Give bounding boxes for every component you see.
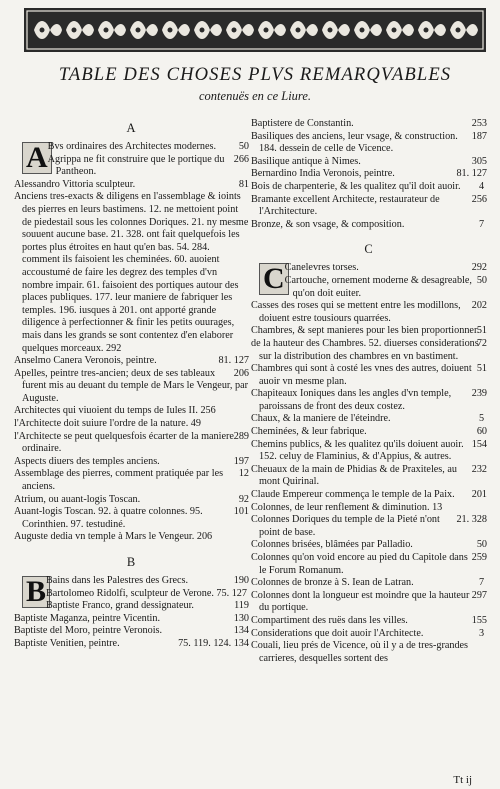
index-entry: 4 Bois de charpenterie, & les qualitez qu'il doit auoir. [251,180,485,192]
drop-cap: A [22,142,52,174]
index-entry: 12 Assemblage des pierres, comment pratiquée par les anciens. [14,468,249,493]
index-entry: 197 Aspects diuers des temples anciens. [14,455,249,467]
index-entry: 81. 127 Anselmo Canera Veronois, peintre. [14,355,249,367]
index-entry: 206 Apelles, peintre tres-ancien; deux de ses tableaux furent mis au deuant du temple de Mars le Vengeur, par Auguste. [14,367,249,404]
index-entry: 130 Baptiste Maganza, peintre Vicentin. [14,612,249,624]
index-entry: 187 Basiliques des anciens, leur vsage, & construction. 184. dessein de celle de Vicence. [251,130,487,155]
index-entry: 51 Chambres qui sont à costé les vnes des autres, doiuent auoir vn mesme plan. [251,363,487,387]
index-column-right [251,118,487,665]
index-entry: 21. 328 Colonnes Doriques du temple de la Pieté n'ont point de base. [251,514,487,538]
index-entry: 266 Agrippa ne fit construire que le portique du Pantheon. [47,153,249,178]
index-entry: Anciens tres-exacts & diligens en l'assemblage & ioints des pierres en leurs bastimens. 12. ne mettoient point de piedestail sous les colonnes Doriques. 21. ny mesme souuent aucune base. 21. 328. ont fait quelquefois les portes plus étroites en haut qu'en bas. 54. 284. comment ils faisoient les cheminées. 60. auoient accoustumé de faire les degrez des temples d'vn nombre impair. 61. faisoient des portiques autour des places publiques. 177. leur maniere de fabriquer les temples. 196. iusques à 201. ont apporté grande diligence à perfectionner & finir les petits ouurages, mais dans les grands se sont contentez d'en elaborer quelques morceaux. 292 [14,191,249,354]
index-entry: 75. 119. 124. 134 Baptiste Venitien, peintre. [14,637,249,649]
index-entry: 305 Basilique antique à Nimes. [251,155,487,167]
index-entry: 51 Chambres, & sept manieres pour les bien proportionner. [251,325,487,337]
index-entry: 239 Chapiteaux Ioniques dans les angles d'vn temple, paroissans de front des deux costez. [251,388,487,412]
index-column-left [14,118,249,651]
index-entry: A 50 Bvs ordinaires des Architectes modernes. [14,141,249,154]
index-entry: 154 Chemins publics, & les qualitez qu'ils doiuent auoir. 152. celuy de Flaminius, & d'Appius, & autres. [251,438,487,463]
signature-mark: Tt ij [453,774,472,786]
page-title: TABLE DES CHOSES PLVS REMARQVABLES [58,64,452,85]
drop-cap: C [259,263,289,295]
index-entry: Couali, lieu prés de Vicence, où il y a de tres-grandes carrieres, desquelles sortent des [251,640,469,664]
index-entry: 92 Atrium, ou auant-logis Toscan. [14,493,249,505]
section-letter-b: B [126,555,137,569]
index-entry: 119 Baptiste Franco, grand dessignateur. [46,600,249,612]
index-entry: C 292 Canelevres torses. [251,262,487,275]
index-entry: 134 Baptiste del Moro, peintre Veronois. [14,625,249,637]
section-letter-a: A [126,121,137,135]
drop-cap: B [22,576,50,608]
index-entry: l'Architecte doit suiure l'ordre de la nature. 49 [14,418,201,430]
index-entry: 81. 127 Bernardino India Veronois, peintre. [251,168,487,180]
index-entry: 289 l'Architecte se peut quelquesfois écarter de la maniere ordinaire. [14,430,249,455]
page-subtitle: contenuës en ce Liure. [199,89,311,103]
index-entry: 81 Alessandro Vittoria sculpteur. [14,178,249,190]
index-entry: 297 Colonnes dont la longueur est moindre que la hauteur du portique. [251,589,487,614]
index-entry: Auguste dedia vn temple à Mars le Vengeur. 206 [14,531,213,543]
index-entry: 60 Cheminées, & leur fabrique. [251,426,487,438]
index-entry: Bartolomeo Ridolfi, sculpteur de Verone. 75. 127 [46,587,247,599]
index-entry: 50 Cartouche, ornement moderne & desagreable, qu'on doit euiter. [284,274,487,299]
index-entry: 232 Cheuaux de la main de Phidias & de Praxiteles, au mont Quirinal. [251,463,487,488]
index-entry: Architectes qui viuoient du temps de Iules II. 256 [14,405,216,417]
index-entry: 101 Auant-logis Toscan. 92. à quatre colonnes. 95. Corinthien. 97. testudiné. [14,506,249,530]
index-entry: 155 Compartiment des ruës dans les villes. [251,614,487,626]
index-entry: 3 Considerations que doit auoir l'Architecte. [251,627,485,639]
index-entry: 202 Casses des roses qui se mettent entre les modillons, doiuent estre tousiours quarrées. [251,300,487,324]
index-entry: 7 Bronze, & son vsage, & composition. [251,218,485,230]
index-entry: 256 Bramante excellent Architecte, restaurateur de l'Architecture. [251,193,487,218]
index-entry: 201 Claude Empereur commença le temple de la Paix. [251,489,487,501]
index-entry: 50 Colonnes brisées, blâmées par Palladio. [251,539,487,551]
index-entry: Colonnes, de leur renflement & diminution. 13 [251,501,443,513]
index-entry: B 190 Bains dans les Palestres des Grecs. [14,575,249,588]
decorative-header-band [24,8,486,52]
index-entry: 253 Baptistere de Constantin. [251,118,487,129]
index-entry: 259 Colonnes qu'on void encore au pied du Capitole dans le Forum Romanum. [251,552,487,576]
section-letter-c: C [364,242,374,257]
index-entry: 7 Colonnes de bronze à S. Iean de Latran. [251,577,485,589]
index-entry: 72 de la hauteur des Chambres. 52. diuerses considerations sur la distribution des chambres en vn bastiment. [251,337,487,362]
ornament-pattern-icon [24,8,486,52]
index-entry: 5 Chaux, & la maniere de l'éteindre. [251,413,485,425]
